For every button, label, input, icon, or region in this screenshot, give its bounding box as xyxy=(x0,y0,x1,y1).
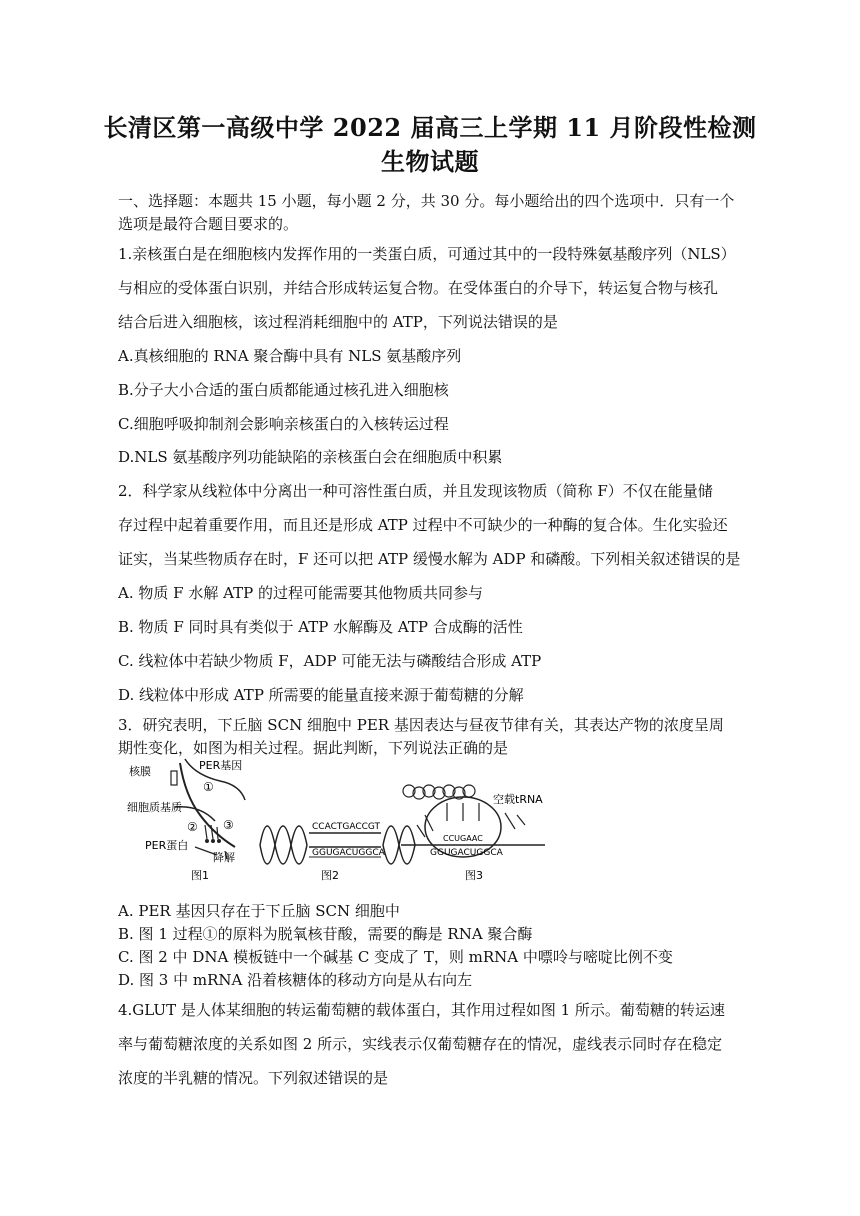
fig3-caption: 图3 xyxy=(465,869,483,882)
q3-option-c: C. 图 2 中 DNA 模板链中一个碱基 C 变成了 T，则 mRNA 中嘌呤与嘧啶比例不变 xyxy=(118,948,673,966)
q1-stem-line-1: 1.亲核蛋白是在细胞核内发挥作用的一类蛋白质，可通过其中的一段特殊氨基酸序列（NLS） xyxy=(118,245,736,263)
page-title-line-1: 长清区第一高级中学 2022 届高三上学期 11 月阶段性检测 xyxy=(103,113,757,142)
fig3-codon: CCUGAAC xyxy=(443,834,483,843)
q1-option-c: C.细胞呼吸抑制剂会影响亲核蛋白的入核转运过程 xyxy=(118,415,449,433)
fig1-per-gene-label: PER基因 xyxy=(199,759,243,772)
fig1-step-2: ② xyxy=(187,820,198,834)
fig2-dna-strand: CCACTGACCGT xyxy=(312,822,381,832)
q3-option-b: B. 图 1 过程①的原料为脱氧核苷酸，需要的酶是 RNA 聚合酶 xyxy=(118,925,533,943)
q2-option-c: C. 线粒体中若缺少物质 F，ADP 可能无法与磷酸结合形成 ATP xyxy=(118,652,542,670)
q2-option-d: D. 线粒体中形成 ATP 所需要的能量直接来源于葡萄糖的分解 xyxy=(118,686,524,704)
fig2-caption: 图2 xyxy=(321,869,339,882)
fig1-step-1: ① xyxy=(203,780,214,794)
fig1-caption: 图1 xyxy=(191,869,209,882)
q3-option-d: D. 图 3 中 mRNA 沿着核糖体的移动方向是从右向左 xyxy=(118,971,473,989)
q4-stem-line-3: 浓度的半乳糖的情况。下列叙述错误的是 xyxy=(118,1069,389,1087)
q2-stem-line-1: 2．科学家从线粒体中分离出一种可溶性蛋白质，并且发现该物质（简称 F）不仅在能量储 xyxy=(118,482,713,500)
figure-2 xyxy=(260,822,415,882)
q3-option-a: A. PER 基因只存在于下丘脑 SCN 细胞中 xyxy=(118,902,400,920)
page-title-line-2: 生物试题 xyxy=(381,147,479,176)
fig1-cytoplasm-label: 细胞质基质 xyxy=(127,801,182,814)
q1-stem-line-2: 与相应的受体蛋白识别，并结合形成转运复合物。在受体蛋白的介导下，转运复合物与核孔 xyxy=(118,279,719,297)
section-intro-line-1: 一、选择题：本题共 15 小题，每小题 2 分，共 30 分。每小题给出的四个选项中．只有一个 xyxy=(118,192,735,210)
q3-stem-line-1: 3．研究表明，下丘脑 SCN 细胞中 PER 基因表达与昼夜节律有关，其表达产物的浓度呈周 xyxy=(118,716,724,734)
section-intro-line-2: 选项是最符合题目要求的。 xyxy=(118,215,299,233)
q2-stem-line-2: 存过程中起着重要作用，而且还是形成 ATP 过程中不可缺少的一种酶的复合体。生化实验还 xyxy=(118,516,728,534)
figure-3 xyxy=(401,785,545,882)
figure-1 xyxy=(127,758,245,882)
fig1-step-3: ③ xyxy=(223,818,234,832)
q2-option-a: A. 物质 F 水解 ATP 的过程可能需要其他物质共同参与 xyxy=(118,584,483,602)
q2-option-b: B. 物质 F 同时具有类似于 ATP 水解酶及 ATP 合成酶的活性 xyxy=(118,618,523,636)
fig3-mrna: GGUGACUGGCA xyxy=(430,848,503,858)
fig1-nuclear-membrane-label: 核膜 xyxy=(129,765,151,778)
q2-stem-line-3: 证实，当某些物质存在时，F 还可以把 ATP 缓慢水解为 ADP 和磷酸。下列相关叙述错误的是 xyxy=(118,550,740,568)
fig1-per-protein-label: PER蛋白 xyxy=(145,839,189,852)
q1-stem-line-3: 结合后进入细胞核，该过程消耗细胞中的 ATP，下列说法错误的是 xyxy=(118,313,558,331)
fig2-rna-strand: GGUGACUGGCA xyxy=(312,848,385,858)
fig3-empty-trna-label: 空载tRNA xyxy=(493,793,543,806)
q1-option-a: A.真核细胞的 RNA 聚合酶中具有 NLS 氨基酸序列 xyxy=(118,347,462,365)
q4-stem-line-1: 4.GLUT 是人体某细胞的转运葡萄糖的载体蛋白，其作用过程如图 1 所示。葡萄糖的转运速 xyxy=(118,1001,725,1019)
q3-stem-line-2: 期性变化，如图为相关过程。据此判断，下列说法正确的是 xyxy=(118,739,509,757)
q1-option-d: D.NLS 氨基酸序列功能缺陷的亲核蛋白会在细胞质中积累 xyxy=(118,448,503,466)
q1-option-b: B.分子大小合适的蛋白质都能通过核孔进入细胞核 xyxy=(118,381,449,399)
q3-figure xyxy=(125,755,565,890)
fig1-degradation-label: 降解 xyxy=(213,851,235,864)
q4-stem-line-2: 率与葡萄糖浓度的关系如图 2 所示，实线表示仅葡萄糖存在的情况，虚线表示同时存在稳定 xyxy=(118,1035,723,1053)
